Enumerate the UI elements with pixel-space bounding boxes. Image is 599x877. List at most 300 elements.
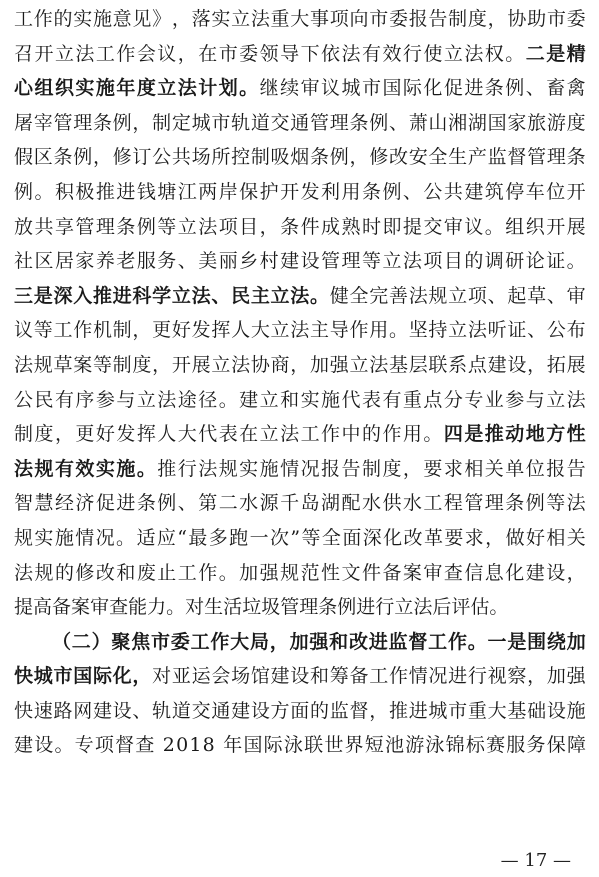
text-char: 情 [75, 526, 95, 549]
bold-text-char: 心 [14, 77, 34, 100]
text-char: 等 [157, 215, 177, 238]
text-char: 况 [428, 665, 448, 688]
text-char: 立 [546, 388, 566, 411]
text-char [216, 728, 222, 763]
text-char: 通 [211, 699, 231, 722]
text-char: 人 [231, 319, 251, 342]
text-char: 察 [507, 665, 527, 688]
text-char: 专 [464, 388, 484, 411]
text-char: 展 [566, 215, 586, 238]
text-char: 次 [269, 526, 289, 549]
bold-text-char: 工 [190, 630, 210, 653]
text-char: 行 [467, 665, 487, 688]
text-char: ， [349, 146, 369, 169]
text-char: 游 [546, 111, 566, 134]
text-char: 告 [566, 457, 586, 480]
text-char: 。 [34, 180, 54, 203]
text-char: 法 [231, 353, 251, 376]
text-char: 。 [505, 42, 525, 65]
text-char: 好 [95, 423, 115, 446]
text-char: 控 [231, 146, 251, 169]
bold-text-char: 年 [116, 77, 136, 100]
text-char: 展 [566, 353, 586, 376]
text-char: 导 [329, 319, 349, 342]
text-char: 条 [280, 215, 300, 238]
bold-text-char: 三 [14, 284, 34, 307]
text-char: 车 [525, 180, 545, 203]
text-line [14, 590, 586, 625]
text-char: 废 [136, 561, 156, 584]
text-char: 世 [324, 734, 344, 757]
text-char: 年 [223, 734, 243, 757]
text-char: 区 [33, 146, 53, 169]
text-char: 实 [34, 526, 54, 549]
text-char: 烟 [290, 146, 310, 169]
text-char: 挥 [211, 319, 231, 342]
text-char: 适 [136, 526, 156, 549]
bold-text-char: 一 [487, 630, 507, 653]
text-char: 推 [388, 699, 408, 722]
text-char: 例 [369, 111, 389, 134]
text-char: 与 [525, 388, 545, 411]
text-char: 持 [428, 319, 448, 342]
bold-text-char: 深 [53, 284, 73, 307]
text-char: 视 [487, 665, 507, 688]
text-char: 委 [566, 8, 586, 30]
text-char: ， [177, 42, 197, 65]
text-char: 立 [211, 353, 231, 376]
text-char: 层 [408, 353, 428, 376]
text-char: 养 [95, 250, 115, 273]
text-char: 国 [243, 734, 263, 757]
text-char: 山 [428, 111, 448, 134]
text-char: 制 [14, 423, 34, 446]
text-char: 慧 [34, 492, 54, 515]
text-char: 工 [53, 319, 73, 342]
text-char: 立 [136, 388, 156, 411]
text-char: 制 [112, 353, 132, 376]
text-char: 水 [239, 492, 259, 515]
text-char: 备 [349, 665, 369, 688]
text-char: 国 [487, 111, 507, 134]
text-char: 议 [157, 42, 177, 65]
text-char: 共 [443, 180, 463, 203]
text-char: 例 [505, 77, 525, 100]
text-char: 作 [349, 319, 369, 342]
bold-text-char: 法 [191, 284, 211, 307]
text-char: 建 [525, 561, 545, 584]
bold-text-char: 地 [525, 423, 545, 446]
text-char: 例 [112, 111, 132, 134]
text-char: 会 [211, 665, 231, 688]
text-char: 强 [329, 353, 349, 376]
text-char: 组 [505, 215, 525, 238]
text-char: 估 [470, 596, 490, 619]
text-char: 生 [448, 146, 468, 169]
bold-text-char: 进 [112, 284, 132, 307]
text-char: 交 [270, 111, 290, 134]
text-char: 两 [198, 180, 218, 203]
text-char: 服 [136, 250, 156, 273]
text-char: 行 [375, 596, 395, 619]
bold-text-char: 法 [290, 284, 310, 307]
text-char: 泳 [283, 734, 303, 757]
text-char: 的 [53, 8, 73, 30]
text-char: 法 [566, 492, 586, 515]
text-line [14, 279, 586, 314]
bold-text-char: （ [52, 630, 72, 653]
bold-text-char: 方 [546, 423, 566, 446]
text-char: 业 [484, 388, 504, 411]
text-char: 加 [239, 561, 259, 584]
text-char: 施 [321, 388, 341, 411]
text-char: 条 [566, 146, 586, 169]
bold-text-char: 。 [239, 77, 259, 100]
bold-text-char: 规 [34, 457, 54, 480]
text-char: 提 [14, 596, 34, 619]
text-char: 使 [423, 42, 443, 65]
bold-text-char: 科 [132, 284, 152, 307]
text-char: 轨 [152, 699, 172, 722]
text-char: 督 [115, 734, 135, 757]
text-char: 审 [566, 284, 586, 307]
text-char: 行 [177, 457, 197, 480]
text-char: 途 [177, 388, 197, 411]
text-char: 更 [75, 423, 95, 446]
text-char: 草 [527, 284, 547, 307]
text-char: 泳 [425, 734, 445, 757]
text-char: 共 [34, 215, 54, 238]
text-char: 理 [546, 146, 566, 169]
text-char: 工 [300, 423, 320, 446]
text-char: 后 [432, 596, 452, 619]
text-char: 研 [505, 250, 525, 273]
text-char: 旅 [527, 111, 547, 134]
text-char: ， [152, 353, 172, 376]
text-char: 改 [95, 561, 115, 584]
text-char: 度 [566, 111, 586, 134]
text-char: 建 [14, 734, 34, 757]
text-char: 。 [484, 215, 504, 238]
text-char: 实 [211, 8, 231, 30]
bold-text-char: 大 [230, 630, 250, 653]
text-char: 1 [189, 734, 202, 757]
text-char: 塘 [157, 180, 177, 203]
bold-text-char: 主 [250, 284, 270, 307]
text-char: 设 [546, 699, 566, 722]
text-char: 服 [506, 734, 526, 757]
text-char: 即 [382, 215, 402, 238]
text-char: 最 [188, 526, 208, 549]
text-char: 湘 [448, 111, 468, 134]
text-char: 求 [464, 526, 484, 549]
text-char: 立 [394, 596, 414, 619]
text-char: 轨 [231, 111, 251, 134]
text-char: 评 [451, 596, 471, 619]
text-char: 用 [369, 319, 389, 342]
text-char: 例 [157, 492, 177, 515]
text-char: 、 [487, 284, 507, 307]
bold-text-char: 立 [171, 284, 191, 307]
text-char: ， [566, 561, 586, 584]
text-char: 障 [566, 734, 586, 757]
text-char: 行 [402, 42, 422, 65]
text-char: 第 [198, 492, 218, 515]
bold-text-char: 加 [289, 630, 309, 653]
text-char: 际 [263, 734, 283, 757]
text-char: 建 [270, 665, 290, 688]
text-char: 点 [423, 388, 443, 411]
text-line [14, 521, 586, 556]
text-char: 法 [14, 561, 34, 584]
bold-text-char: 组 [34, 77, 54, 100]
text-char: 规 [33, 353, 53, 376]
text-char: 岸 [218, 180, 238, 203]
text-line [14, 175, 586, 210]
text-char: 法 [14, 353, 34, 376]
text-char: 建 [487, 353, 507, 376]
text-char: 场 [191, 146, 211, 169]
text-char: 法 [198, 215, 218, 238]
text-char: 标 [465, 734, 485, 757]
text-char: 、 [546, 284, 566, 307]
text-char: 作 [73, 319, 93, 342]
text-char: 件 [361, 561, 381, 584]
text-char: 范 [300, 561, 320, 584]
text-char: 民 [34, 388, 54, 411]
text-char: 和 [280, 388, 300, 411]
text-char: 会 [136, 42, 156, 65]
text-char: 础 [527, 699, 547, 722]
text-char: 保 [239, 180, 259, 203]
text-char: ， [527, 665, 547, 688]
text-char: 系 [448, 353, 468, 376]
text-char: 二 [218, 492, 238, 515]
text-char: 智 [14, 492, 34, 515]
text-char: 美 [198, 250, 218, 273]
text-char: 工 [14, 8, 34, 30]
text-char: 停 [505, 180, 525, 203]
text-line [14, 486, 586, 521]
text-char: 专 [74, 734, 94, 757]
text-char: 况 [300, 457, 320, 480]
text-char: 面 [290, 699, 310, 722]
text-char: 开 [34, 42, 54, 65]
text-char: 更 [152, 319, 172, 342]
text-char: 表 [218, 423, 238, 446]
text-char: 证 [546, 250, 566, 273]
bold-text-char: 加 [566, 630, 586, 653]
bold-text-char: 推 [92, 284, 112, 307]
text-char: 城 [428, 699, 448, 722]
text-char: 在 [198, 42, 218, 65]
bold-text-char: 。 [136, 457, 156, 480]
bold-text-char: 实 [95, 457, 115, 480]
text-char: 规 [34, 561, 54, 584]
text-char: 、 [177, 250, 197, 273]
text-char: 市 [448, 699, 468, 722]
bold-text-char: ， [132, 665, 152, 688]
text-char: 、 [177, 492, 197, 515]
text-char: 实 [73, 8, 93, 30]
text-char: 案 [402, 561, 422, 584]
text-char: 改 [388, 146, 408, 169]
text-char: 代 [341, 388, 361, 411]
text-char: 交 [423, 215, 443, 238]
text-char: 法 [341, 42, 361, 65]
text-char: 馆 [250, 665, 270, 688]
text-char: 市 [211, 111, 231, 134]
text-char: 代 [198, 423, 218, 446]
text-char: 规 [280, 561, 300, 584]
text-line [14, 244, 586, 279]
text-char: 提 [402, 215, 422, 238]
text-char: 丽 [218, 250, 238, 273]
text-char: 立 [448, 319, 468, 342]
text-char: 保 [546, 734, 566, 757]
text-char: 施 [259, 457, 279, 480]
text-char: 导 [280, 42, 300, 65]
text-char: 议 [464, 215, 484, 238]
text-char: 法 [408, 284, 428, 307]
text-line [14, 140, 586, 175]
text-char: 继 [259, 77, 279, 100]
text-char: 开 [566, 180, 586, 203]
text-char: ， [259, 215, 279, 238]
text-char: 工 [177, 561, 197, 584]
text-char: 续 [280, 77, 300, 100]
text-char: 位 [525, 457, 545, 480]
text-char: 和 [310, 665, 330, 688]
text-char: 化 [423, 77, 443, 100]
bold-text-char: 和 [329, 630, 349, 653]
text-char: 用 [341, 180, 361, 203]
text-char: ， [171, 8, 191, 30]
text-char: 界 [344, 734, 364, 757]
text-char: 例 [382, 180, 402, 203]
text-char: 制 [361, 457, 381, 480]
bold-text-char: 计 [198, 77, 218, 100]
text-char: 成 [321, 215, 341, 238]
text-char: 规 [14, 526, 34, 549]
text-char: 论 [525, 250, 545, 273]
text-char: 的 [310, 699, 330, 722]
text-char: 况 [95, 526, 115, 549]
text-line [14, 452, 586, 487]
text-char: 等 [361, 250, 381, 273]
text-char: 强 [566, 665, 586, 688]
text-char: 立 [270, 319, 290, 342]
text-char: 革 [423, 526, 443, 549]
text-char: 工 [423, 492, 443, 515]
text-char: 督 [349, 699, 369, 722]
text-char: 用 [402, 423, 422, 446]
text-char: 城 [341, 77, 361, 100]
text-char: 方 [270, 699, 290, 722]
text-char: 。 [166, 596, 186, 619]
text-char: 好 [171, 319, 191, 342]
text-char: 与 [116, 388, 136, 411]
bold-text-char: 入 [73, 284, 93, 307]
text-char: 法 [157, 388, 177, 411]
text-char: 进 [408, 699, 428, 722]
text-char: 效 [382, 42, 402, 65]
text-char: 进 [116, 180, 136, 203]
text-char: 例 [14, 180, 34, 203]
text-char: 项 [329, 8, 349, 30]
text-char: 单 [505, 457, 525, 480]
text-char: 法 [566, 388, 586, 411]
text-char: 。 [489, 596, 509, 619]
text-char: 城 [191, 111, 211, 134]
text-char: 订 [132, 146, 152, 169]
text-char: 求 [443, 457, 463, 480]
text-char: 等 [546, 492, 566, 515]
text-char: 的 [54, 561, 74, 584]
text-char: 度 [132, 353, 152, 376]
text-char: 信 [464, 561, 484, 584]
text-char: 立 [177, 215, 197, 238]
text-char: 理 [299, 596, 319, 619]
text-char: 游 [405, 734, 425, 757]
bold-text-char: 工 [428, 630, 448, 653]
text-char: 道 [171, 699, 191, 722]
text-char: 作 [321, 423, 341, 446]
text-char: 设 [300, 250, 320, 273]
text-char: 审 [423, 561, 443, 584]
text-char: 管 [464, 492, 484, 515]
text-char: 在 [239, 423, 259, 446]
text-char: 报 [408, 8, 428, 30]
text-char: 立 [443, 42, 463, 65]
text-char: 设 [250, 699, 270, 722]
text-char: 要 [444, 526, 464, 549]
text-char: “ [177, 526, 187, 549]
text-char: 道 [250, 111, 270, 134]
text-char: 。 [218, 388, 238, 411]
text-char: 件 [300, 215, 320, 238]
text-char: 理 [341, 250, 361, 273]
text-char: 表 [361, 388, 381, 411]
text-char: 挥 [136, 423, 156, 446]
text-char: 落 [191, 8, 211, 30]
text-char: 推 [95, 180, 115, 203]
text-char: 查 [135, 734, 155, 757]
text-char: 向 [349, 8, 369, 30]
text-char: 设 [546, 561, 566, 584]
text-char: 改 [403, 526, 423, 549]
text-char: 设 [507, 353, 527, 376]
text-char: 协 [250, 353, 270, 376]
text-char: ， [485, 526, 505, 549]
bold-text-char: 、 [211, 284, 231, 307]
text-char: 屠 [14, 111, 34, 134]
bold-text-char: 二 [525, 42, 545, 65]
bold-text-char: 围 [527, 630, 547, 653]
text-char: 配 [341, 492, 361, 515]
text-char: 修 [75, 561, 95, 584]
bold-text-char: 是 [507, 630, 527, 653]
text-char: 大 [177, 423, 197, 446]
bold-text-char: 国 [73, 665, 93, 688]
bold-text-char: ， [269, 630, 289, 653]
text-char: 供 [382, 492, 402, 515]
text-char: ， [92, 146, 112, 169]
bold-text-char: 焦 [131, 630, 151, 653]
text-char: 序 [75, 388, 95, 411]
text-char: 。 [566, 250, 586, 273]
text-char: 发 [116, 423, 136, 446]
